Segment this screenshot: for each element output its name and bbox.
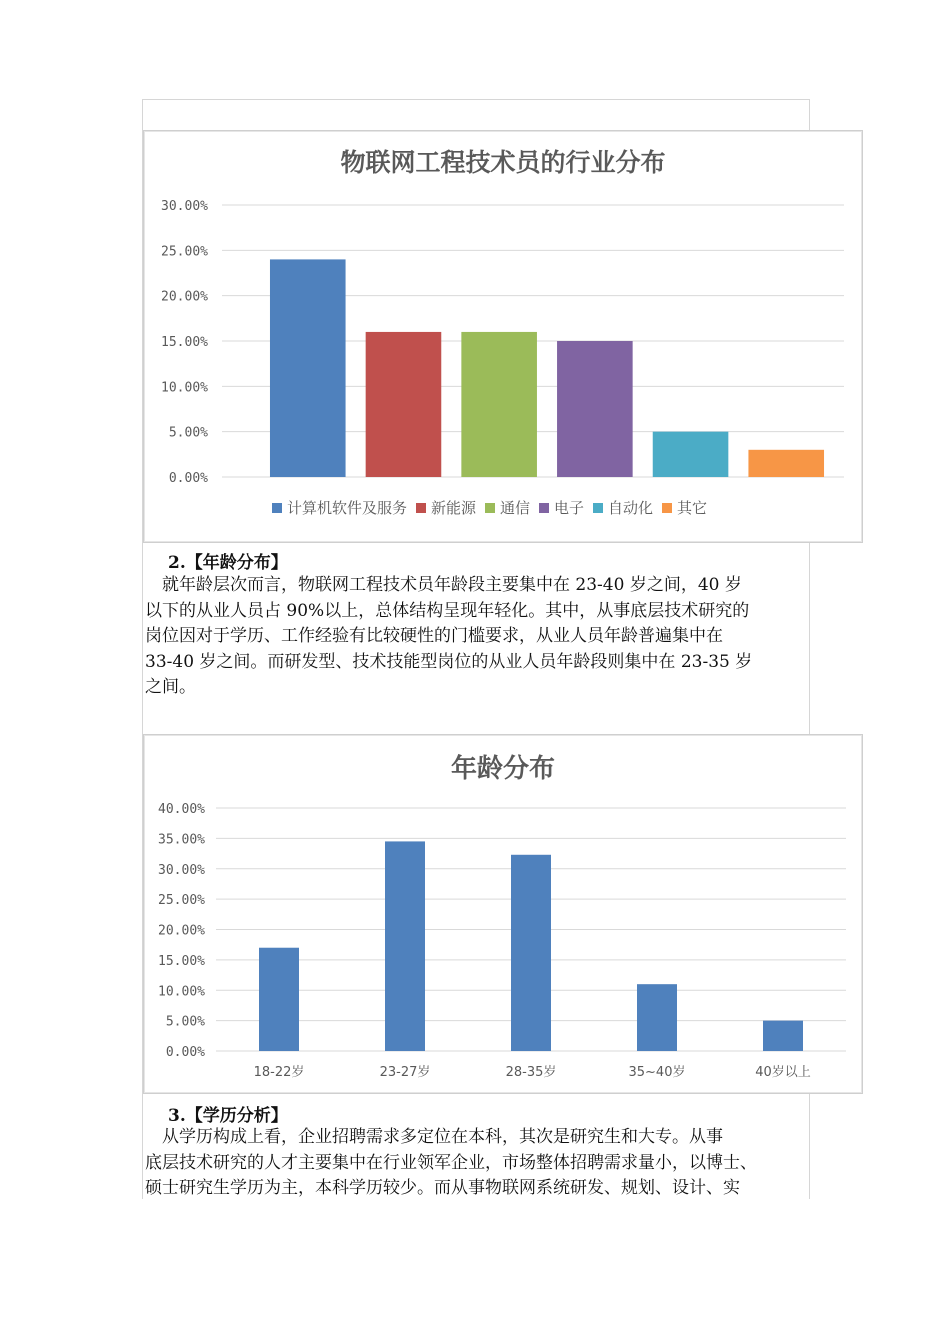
- bar: [653, 432, 729, 477]
- legend-swatch: [662, 503, 672, 513]
- section2-heading: 2.【年龄分布】: [168, 553, 288, 573]
- y-tick-label: 15.00%: [158, 953, 205, 969]
- y-tick-label: 25.00%: [161, 244, 208, 260]
- paragraph-line: 之间。: [145, 677, 196, 697]
- y-tick-label: 0.00%: [165, 1045, 205, 1060]
- y-tick-label: 20.00%: [161, 289, 208, 305]
- bar: [748, 450, 824, 477]
- x-tick-label: 35~40岁: [628, 1065, 686, 1080]
- paragraph-line: 以下的从业人员占 90%以上，总体结构呈现年轻化。其中，从事底层技术研究的: [145, 600, 750, 621]
- bar: [511, 855, 551, 1051]
- legend-label: 新能源: [431, 499, 477, 517]
- age-chart-svg: [144, 735, 862, 1093]
- legend-label: 电子: [554, 499, 585, 517]
- bar: [385, 841, 425, 1051]
- industry-chart-svg: [144, 131, 862, 542]
- x-tick-label: 40岁以上: [755, 1065, 811, 1080]
- y-tick-label: 30.00%: [161, 199, 208, 214]
- age-distribution-chart: [143, 734, 863, 1094]
- y-tick-label: 35.00%: [158, 832, 205, 848]
- chart-title: 物联网工程技术员的行业分布: [340, 148, 666, 177]
- section3-paragraph: [145, 1125, 813, 1202]
- frame-top-line: [142, 99, 810, 100]
- legend-label: 其它: [677, 499, 708, 517]
- bar: [637, 984, 677, 1051]
- y-tick-label: 10.00%: [161, 380, 208, 396]
- legend-swatch: [416, 503, 426, 513]
- section3-heading: 3.【学历分析】: [168, 1106, 288, 1126]
- bar: [461, 332, 537, 477]
- x-tick-label: 23-27岁: [379, 1065, 431, 1080]
- y-tick-label: 30.00%: [158, 862, 205, 878]
- y-tick-label: 0.00%: [168, 471, 208, 486]
- paragraph-line: 33-40 岁之间。而研发型、技术技能型岗位的从业人员年龄段则集中在 23-35 岁: [145, 651, 753, 672]
- x-tick-label: 18-22岁: [253, 1065, 305, 1080]
- paragraph-line: 就年龄层次而言，物联网工程技术员年龄段主要集中在 23-40 岁之间，40 岁: [145, 575, 742, 595]
- y-tick-label: 25.00%: [158, 893, 205, 909]
- bar: [366, 332, 442, 477]
- bar: [763, 1021, 803, 1051]
- industry-distribution-chart: [143, 130, 863, 543]
- y-tick-label: 20.00%: [158, 923, 205, 939]
- legend-swatch: [539, 503, 549, 513]
- y-tick-label: 40.00%: [158, 802, 205, 817]
- x-tick-label: 28-35岁: [505, 1065, 557, 1080]
- y-tick-label: 5.00%: [168, 425, 208, 441]
- bar: [557, 341, 633, 477]
- paragraph-line: 硕士研究生学历为主，本科学历较少。而从事物联网系统研发、规划、设计、实: [145, 1178, 740, 1198]
- y-tick-label: 5.00%: [165, 1014, 205, 1030]
- chart-title: 年龄分布: [450, 754, 556, 784]
- y-tick-label: 15.00%: [161, 335, 208, 350]
- paragraph-line: 岗位因对于学历、工作经验有比较硬性的门槛要求，从业人员年龄普遍集中在: [145, 626, 723, 646]
- legend-label: 通信: [500, 499, 531, 517]
- bar: [270, 259, 346, 477]
- legend-swatch: [272, 503, 282, 513]
- paragraph-line: 底层技术研究的人才主要集中在行业领军企业，市场整体招聘需求量小，以博士、: [145, 1152, 757, 1173]
- legend-swatch: [485, 503, 495, 513]
- paragraph-line: 从学历构成上看，企业招聘需求多定位在本科，其次是研究生和大专。从事: [145, 1127, 723, 1147]
- y-tick-label: 10.00%: [158, 984, 205, 1000]
- legend-label: 自动化: [608, 499, 654, 517]
- legend-swatch: [593, 503, 603, 513]
- bar: [259, 948, 299, 1051]
- legend-label: 计算机软件及服务: [287, 499, 408, 517]
- section2-paragraph: [145, 573, 813, 701]
